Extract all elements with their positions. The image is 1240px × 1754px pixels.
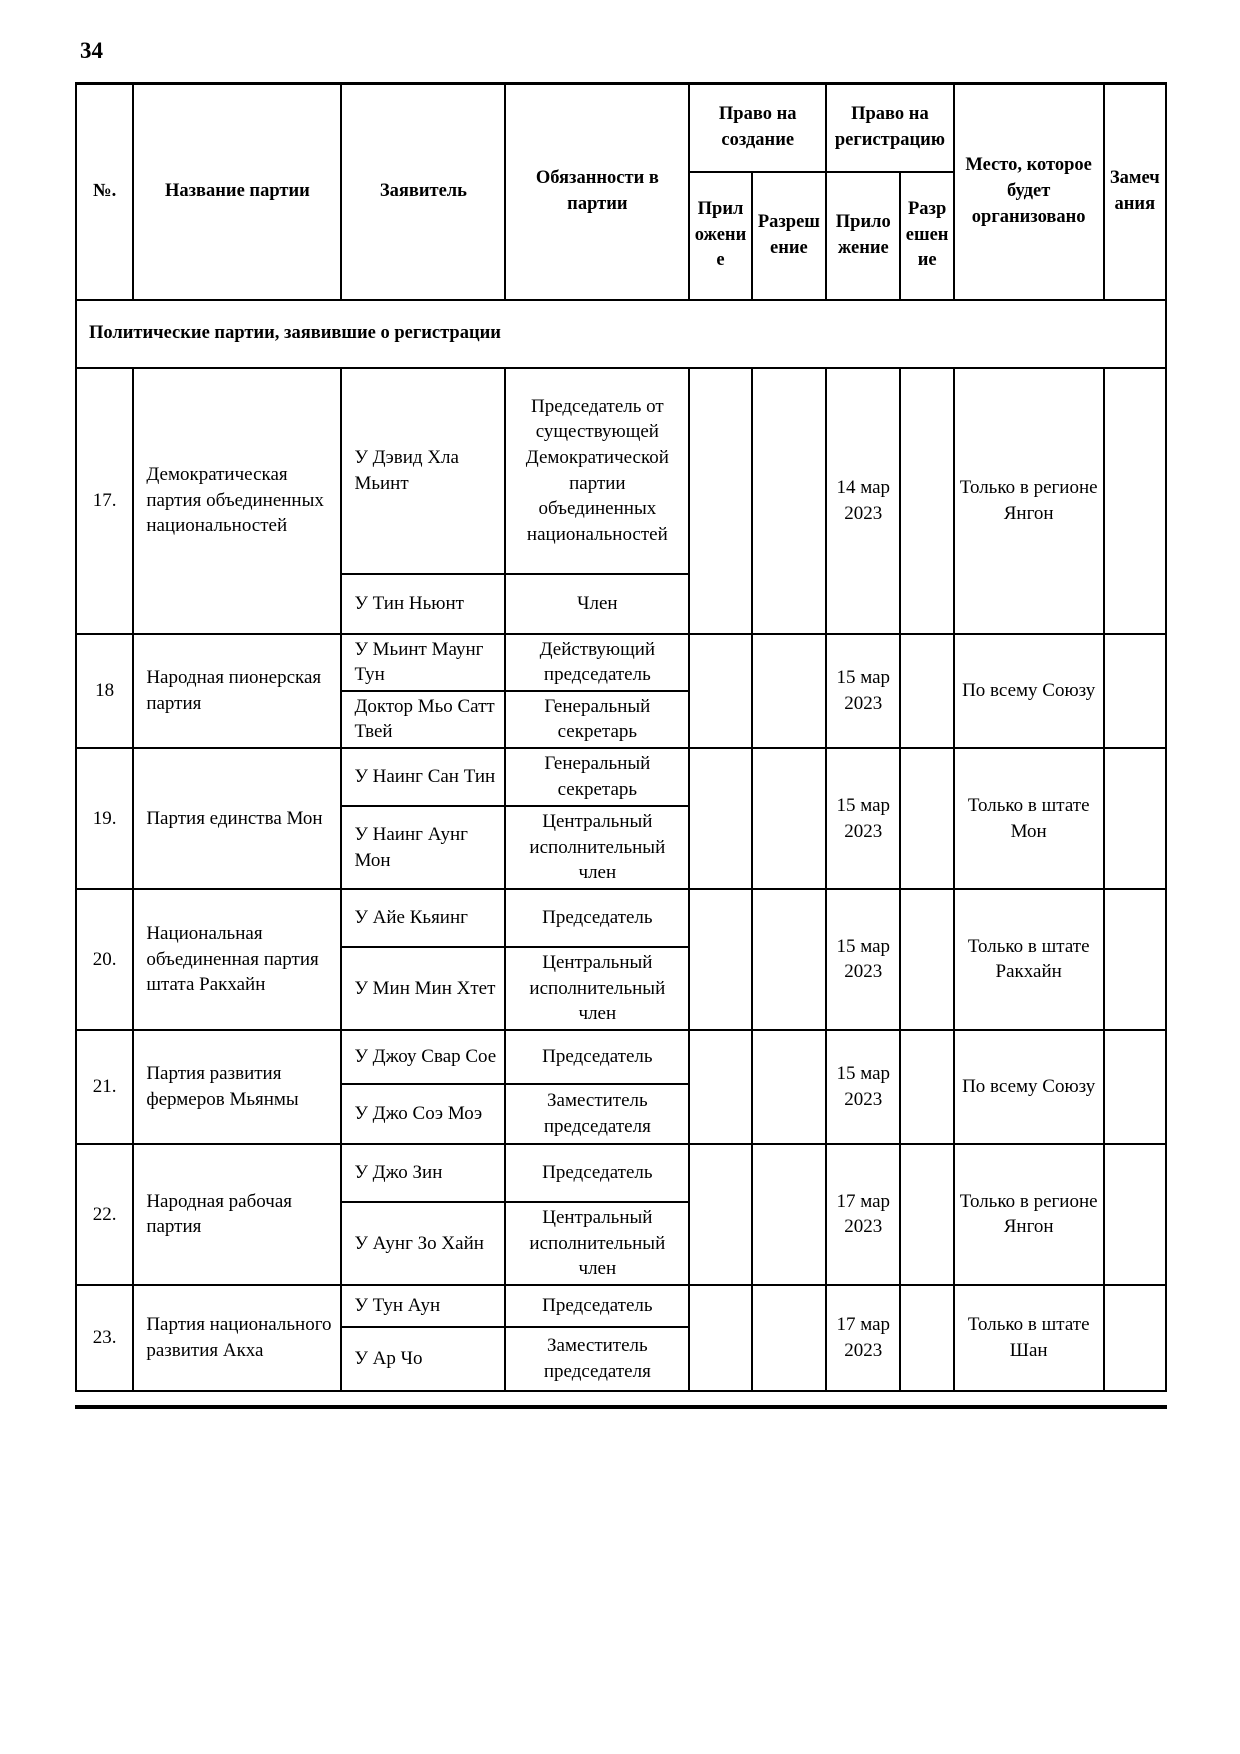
party-duty: Заместитель председателя xyxy=(505,1327,689,1391)
party-name: Народная рабочая партия xyxy=(133,1144,341,1285)
create-permission-cell xyxy=(752,368,826,634)
organization-place: Только в штате Мон xyxy=(954,748,1104,889)
organization-place: Только в регионе Янгон xyxy=(954,1144,1104,1285)
header-party-name: Название партии xyxy=(133,84,341,300)
party-duty: Председатель от существующей Демократической партии объединенных национальностей xyxy=(505,368,689,574)
header-right-to-create: Право на создание xyxy=(689,84,826,172)
party-duty: Заместитель председателя xyxy=(505,1084,689,1144)
registration-date: 15 мар 2023 xyxy=(826,634,900,749)
applicant-name: У Джоу Свар Сое xyxy=(341,1030,505,1084)
row-number: 22. xyxy=(76,1144,133,1285)
register-permission-cell xyxy=(900,368,953,634)
register-permission-cell xyxy=(900,634,953,749)
header-remarks: Замечания xyxy=(1104,84,1166,300)
applicant-name: У Наинг Аунг Мон xyxy=(341,806,505,889)
remarks-cell xyxy=(1104,1285,1166,1391)
applicant-name: Доктор Мьо Сатт Твей xyxy=(341,691,505,748)
bottom-rule xyxy=(75,1405,1167,1409)
create-application-cell xyxy=(689,889,751,1030)
remarks-cell xyxy=(1104,368,1166,634)
header-duties: Обязанности в партии xyxy=(505,84,689,300)
page-number: 34 xyxy=(80,38,103,63)
header-create-application: Приложение xyxy=(689,172,751,300)
applicant-name: У Ар Чо xyxy=(341,1327,505,1391)
applicant-name: У Айе Кьяинг xyxy=(341,889,505,947)
organization-place: По всему Союзу xyxy=(954,634,1104,749)
applicant-name: У Дэвид Хла Мьинт xyxy=(341,368,505,574)
registration-date: 14 мар 2023 xyxy=(826,368,900,634)
row-number: 18 xyxy=(76,634,133,749)
create-permission-cell xyxy=(752,634,826,749)
party-duty: Председатель xyxy=(505,1285,689,1327)
row-number: 19. xyxy=(76,748,133,889)
organization-place: Только в штате Шан xyxy=(954,1285,1104,1391)
create-application-cell xyxy=(689,368,751,634)
applicant-name: У Наинг Сан Тин xyxy=(341,748,505,806)
party-name: Национальная объединенная партия штата Ракхайн xyxy=(133,889,341,1030)
remarks-cell xyxy=(1104,1030,1166,1144)
create-permission-cell xyxy=(752,889,826,1030)
row-number: 20. xyxy=(76,889,133,1030)
header-create-permission: Разрешение xyxy=(752,172,826,300)
row-number: 23. xyxy=(76,1285,133,1391)
party-duty: Генеральный секретарь xyxy=(505,691,689,748)
header-register-application: Приложение xyxy=(826,172,900,300)
create-application-cell xyxy=(689,1285,751,1391)
party-registration-table xyxy=(75,82,1167,1392)
applicant-name: У Мин Мин Хтет xyxy=(341,947,505,1030)
row-number: 21. xyxy=(76,1030,133,1144)
register-permission-cell xyxy=(900,1285,953,1391)
section-title: Политические партии, заявившие о регистрации xyxy=(76,300,1166,368)
applicant-name: У Аунг Зо Хайн xyxy=(341,1202,505,1285)
party-duty: Центральный исполнительный член xyxy=(505,1202,689,1285)
remarks-cell xyxy=(1104,748,1166,889)
party-duty: Действующий председатель xyxy=(505,634,689,691)
register-permission-cell xyxy=(900,889,953,1030)
organization-place: Только в регионе Янгон xyxy=(954,368,1104,634)
party-duty: Председатель xyxy=(505,1030,689,1084)
registration-date: 17 мар 2023 xyxy=(826,1285,900,1391)
header-applicant: Заявитель xyxy=(341,84,505,300)
applicant-name: У Мьинт Маунг Тун xyxy=(341,634,505,691)
remarks-cell xyxy=(1104,1144,1166,1285)
create-permission-cell xyxy=(752,748,826,889)
party-duty: Председатель xyxy=(505,889,689,947)
applicant-name: У Тун Аун xyxy=(341,1285,505,1327)
party-name: Демократическая партия объединенных национальностей xyxy=(133,368,341,634)
registration-date: 17 мар 2023 xyxy=(826,1144,900,1285)
header-place: Место, которое будет организовано xyxy=(954,84,1104,300)
remarks-cell xyxy=(1104,889,1166,1030)
party-name: Народная пионерская партия xyxy=(133,634,341,749)
party-name: Партия развития фермеров Мьянмы xyxy=(133,1030,341,1144)
registration-date: 15 мар 2023 xyxy=(826,1030,900,1144)
party-name: Партия единства Мон xyxy=(133,748,341,889)
organization-place: Только в штате Ракхайн xyxy=(954,889,1104,1030)
organization-place: По всему Союзу xyxy=(954,1030,1104,1144)
party-duty: Центральный исполнительный член xyxy=(505,806,689,889)
create-application-cell xyxy=(689,1030,751,1144)
create-permission-cell xyxy=(752,1030,826,1144)
party-name: Партия национального развития Акха xyxy=(133,1285,341,1391)
create-application-cell xyxy=(689,748,751,889)
row-number: 17. xyxy=(76,368,133,634)
header-right-to-register: Право на регистрацию xyxy=(826,84,954,172)
registration-date: 15 мар 2023 xyxy=(826,748,900,889)
create-application-cell xyxy=(689,1144,751,1285)
create-permission-cell xyxy=(752,1285,826,1391)
registration-date: 15 мар 2023 xyxy=(826,889,900,1030)
party-duty: Генеральный секретарь xyxy=(505,748,689,806)
party-duty: Председатель xyxy=(505,1144,689,1202)
register-permission-cell xyxy=(900,1144,953,1285)
register-permission-cell xyxy=(900,748,953,889)
remarks-cell xyxy=(1104,634,1166,749)
create-permission-cell xyxy=(752,1144,826,1285)
party-duty: Центральный исполнительный член xyxy=(505,947,689,1030)
applicant-name: У Джо Соэ Моэ xyxy=(341,1084,505,1144)
header-register-permission: Разрешение xyxy=(900,172,953,300)
applicant-name: У Джо Зин xyxy=(341,1144,505,1202)
create-application-cell xyxy=(689,634,751,749)
header-no: №. xyxy=(76,84,133,300)
applicant-name: У Тин Ньюнт xyxy=(341,574,505,634)
register-permission-cell xyxy=(900,1030,953,1144)
party-duty: Член xyxy=(505,574,689,634)
